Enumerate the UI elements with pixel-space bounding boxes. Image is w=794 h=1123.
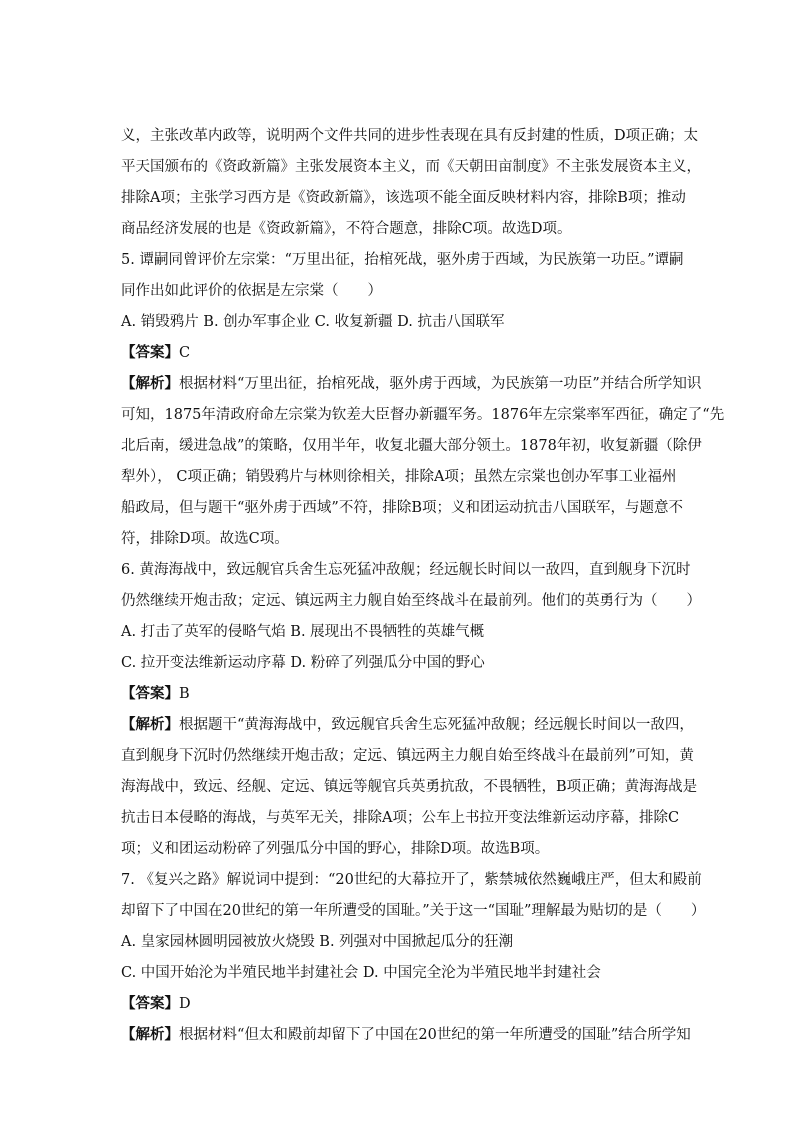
text-line <box>121 653 681 684</box>
text-line <box>121 746 694 777</box>
text-line <box>121 777 698 808</box>
text-line <box>121 281 681 312</box>
text-line <box>121 622 681 653</box>
text-line <box>121 219 681 250</box>
text-line <box>121 250 684 281</box>
line-text: 商品经济发展的也是《资政新篇》，不符合题意，排除C项。故选D项。 <box>121 221 572 237</box>
line-text: 根据材料“万里出征，抬棺死战，驱外虏于西域，为民族第一功臣”并结合所学知识 <box>179 376 702 392</box>
text-line <box>121 715 694 746</box>
line-text: 北后南，缓进急战”的策略，仅用半年，收复北疆大部分领土。1878年初，收复新疆（除伊 <box>121 438 702 454</box>
line-text: 义，主张改革内政等，说明两个文件共同的进步性表现在具有反封建的性质，D项正确；太 <box>121 128 699 144</box>
analysis-label: 【解析】 <box>121 716 179 733</box>
line-text: 6. 黄海海战中，致远舰官兵舍生忘死猛冲敌舰；经远舰长时间以一敌四，直到舰身下沉时 <box>121 562 691 578</box>
line-text: C. 中国开始沦为半殖民地半封建社会 D. 中国完全沦为半殖民地半封建社会 <box>121 965 601 981</box>
line-text: 可知，1875年清政府命左宗棠为钦差大臣督办新疆军务。1876年左宗棠率军西征，确定了“先 <box>121 407 725 423</box>
line-text: A. 皇家园林圆明园被放火烧毁 B. 列强对中国掀起瓜分的狂潮 <box>121 934 514 950</box>
line-text: D <box>179 996 191 1012</box>
text-line <box>121 312 681 343</box>
text-line <box>121 1025 691 1056</box>
text-line <box>121 932 681 963</box>
line-text: 项；义和团运动粉碎了列强瓜分中国的野心，排除D项。故选B项。 <box>121 841 550 857</box>
text-line <box>121 436 702 467</box>
line-text: 5. 谭嗣同曾评价左宗棠：“万里出征，抬棺死战，驱外虏于西域，为民族第一功臣。”谭嗣 <box>121 252 684 268</box>
answer-label: 【答案】 <box>121 995 179 1012</box>
text-line <box>121 684 681 715</box>
text-line <box>121 591 701 622</box>
text-line <box>121 963 681 994</box>
text-line <box>121 808 681 839</box>
line-text: 根据题干“黄海海战中，致远舰官兵舍生忘死猛冲敌舰；经远舰长时间以一敌四， <box>179 717 694 733</box>
line-text: B <box>179 686 190 702</box>
text-line <box>121 839 681 870</box>
line-text: C. 拉开变法维新运动序幕 D. 粉碎了列强瓜分中国的野心 <box>121 655 485 671</box>
line-text: 同作出如此评价的依据是左宗棠（ ） <box>121 283 382 299</box>
text-line <box>121 405 725 436</box>
analysis-label: 【解析】 <box>121 375 179 392</box>
text-line <box>121 188 686 219</box>
line-text: A. 销毁鸦片 B. 创办军事企业 C. 收复新疆 D. 抗击八国联军 <box>121 314 505 330</box>
line-text: 却留下了中国在20世纪的第一年所遭受的国耻。”关于这一“国耻”理解最为贴切的是（ ） <box>121 903 706 919</box>
line-text: 仍然继续开炮击敌；定远、镇远两主力舰自始至终战斗在最前列。他们的英勇行为（ ） <box>121 593 701 609</box>
line-text: 海海战中，致远、经舰、定远、镇远等舰官兵英勇抗敌，不畏牺牲，B项正确；黄海海战是 <box>121 779 698 795</box>
line-text: 犁外）， C项正确；销毁鸦片与林则徐相关，排除A项；虽然左宗棠也创办军事工业福州 <box>121 469 677 485</box>
line-text: 抗击日本侵略的海战，与英军无关，排除A项；公车上书拉开变法维新运动序幕，排除C <box>121 810 680 826</box>
text-line <box>121 901 706 932</box>
text-line <box>121 374 702 405</box>
line-text: 船政局，但与题干“驱外虏于西域”不符，排除B项；义和团运动抗击八国联军，与题意不 <box>121 500 683 516</box>
line-text: C <box>179 345 191 361</box>
line-text: 根据材料“但太和殿前却留下了中国在20世纪的第一年所遭受的国耻”结合所学知 <box>179 1027 691 1043</box>
line-text: 符，排除D项。故选C项。 <box>121 531 289 547</box>
text-line <box>121 126 699 157</box>
text-line <box>121 529 681 560</box>
analysis-label: 【解析】 <box>121 1026 179 1043</box>
line-text: 7. 《复兴之路》解说词中提到：“20世纪的大幕拉开了，紫禁城依然巍峨庄严，但太和殿前 <box>121 872 702 888</box>
text-line <box>121 870 702 901</box>
answer-label: 【答案】 <box>121 685 179 702</box>
text-line <box>121 467 681 498</box>
text-line <box>121 560 691 591</box>
document-page <box>121 126 725 1056</box>
text-line <box>121 157 701 188</box>
line-text: 直到舰身下沉时仍然继续开炮击敌；定远、镇远两主力舰自始至终战斗在最前列”可知，黄 <box>121 748 694 764</box>
answer-label: 【答案】 <box>121 344 179 361</box>
text-line <box>121 994 681 1025</box>
text-line <box>121 498 681 529</box>
line-text: 平天国颁布的《资政新篇》主张发展资本主义，而《天朝田亩制度》不主张发展资本主义， <box>121 159 701 175</box>
text-line <box>121 343 681 374</box>
line-text: 排除A项；主张学习西方是《资政新篇》，该选项不能全面反映材料内容，排除B项；推动 <box>121 190 686 206</box>
line-text: A. 打击了英军的侵略气焰 B. 展现出不畏牺牲的英雄气概 <box>121 624 485 640</box>
